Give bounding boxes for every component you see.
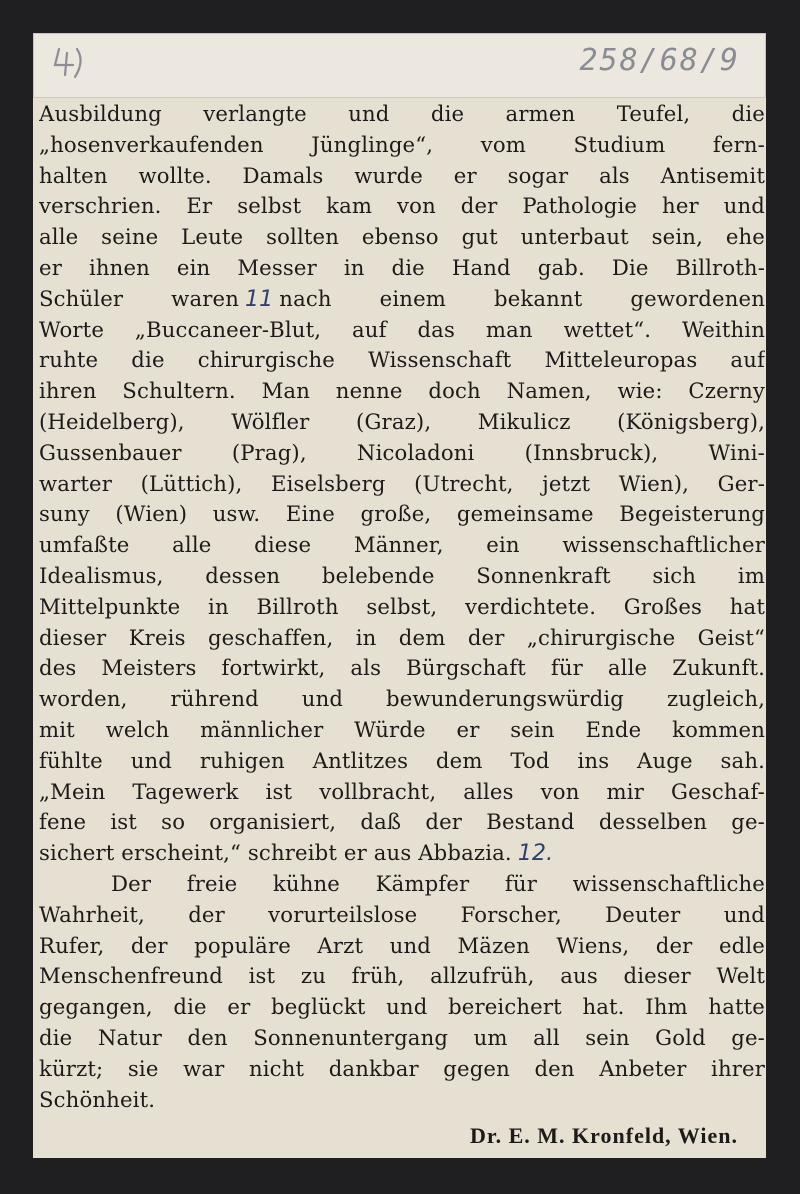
- catalog-number: 258/68/9: [579, 43, 740, 78]
- text-line: suny (Wien) usw. Eine große, gemeinsame Begeisterung: [39, 501, 765, 527]
- text-line: Idealismus, dessen belebende Sonnenkraft sich im: [39, 562, 765, 588]
- text-line: (Heidelberg), Wölfler (Graz), Mikulicz (Königsberg),: [39, 408, 765, 434]
- text-line: mit welch männlicher Würde er sein Ende kommen: [39, 716, 765, 742]
- handwritten-annotation: 12.: [517, 841, 554, 867]
- text-line: Gussenbauer (Prag), Nicoladoni (Innsbruck), Wini-: [39, 439, 765, 465]
- text-line-tail: nach einem bekannt gewordenen: [279, 285, 765, 311]
- text-line: umfaßte alle diese Männer, ein wissenschaftlicher: [39, 532, 765, 558]
- text-line: sichert erscheint,“ schreibt er aus Abbazia.: [39, 840, 512, 866]
- archive-card: [33, 33, 766, 1157]
- text-line: Worte „Buccaneer-Blut, auf das man wettet“. Weithin: [39, 316, 765, 342]
- text-line: fene ist so organisiert, daß der Bestand desselben ge-: [39, 809, 765, 835]
- text-line: „Mein Tagewerk ist vollbracht, alles von mir Geschaf-: [39, 778, 765, 804]
- text-line: fühlte und ruhigen Antlitzes dem Tod ins Auge sah.: [39, 747, 765, 773]
- text-line: Schüler waren: [39, 285, 239, 311]
- text-line: Rufer, der populäre Arzt und Mäzen Wiens, der edle: [39, 932, 765, 958]
- text-line: Wahrheit, der vorurteilslose Forscher, Deuter und: [39, 901, 765, 927]
- text-line: ihren Schultern. Man nenne doch Namen, wie: Czerny: [39, 378, 765, 404]
- pencil-mark-icon: [51, 43, 91, 83]
- text-line: die Natur den Sonnenuntergang um all sein Gold ge-: [39, 1024, 765, 1050]
- text-line: Der freie kühne Kämpfer für wissenschaftliche: [111, 870, 765, 896]
- text-line: warter (Lüttich), Eiselsberg (Utrecht, jetzt Wien), Ger-: [39, 470, 765, 496]
- text-line: dieser Kreis geschaffen, in dem der „chirurgische Geist“: [39, 624, 765, 650]
- text-line: verschrien. Er selbst kam von der Pathologie her und: [39, 193, 765, 219]
- text-line: gegangen, die er beglückt und bereichert hat. Ihm hatte: [39, 994, 765, 1020]
- text-line: kürzt; sie war nicht dankbar gegen den Anbeter ihrer: [39, 1055, 765, 1081]
- text-line: „hosenverkaufenden Jünglinge“, vom Studium fern-: [39, 131, 765, 157]
- handwritten-annotation: 11: [245, 286, 274, 312]
- text-line: des Meisters fortwirkt, als Bürgschaft für alle Zukunft.: [39, 655, 765, 681]
- author-signature: Dr. E. M. Kronfeld, Wien.: [469, 1123, 738, 1148]
- text-line: Schönheit.: [39, 1086, 156, 1112]
- text-line: ruhte die chirurgische Wissenschaft Mitteleuropas auf: [39, 347, 765, 373]
- text-line: Ausbildung verlangte und die armen Teufel, die: [39, 101, 765, 126]
- text-line-with-annotation: [39, 284, 765, 315]
- text-line: alle seine Leute sollten ebenso gut unterbaut sein, ehe: [39, 224, 765, 250]
- text-line: er ihnen ein Messer in die Hand gab. Die Billroth-: [39, 254, 765, 280]
- text-line: halten wollte. Damals wurde er sogar als Antisemit: [39, 162, 765, 188]
- text-line: Mittelpunkte in Billroth selbst, verdichtete. Großes hat: [39, 593, 765, 619]
- text-line-with-annotation: [39, 838, 765, 869]
- text-line: worden, rührend und bewunderungswürdig zugleich,: [39, 686, 765, 712]
- text-line: Menschenfreund ist zu früh, allzufrüh, aus dieser Welt: [39, 963, 765, 989]
- article-text: [39, 99, 765, 1115]
